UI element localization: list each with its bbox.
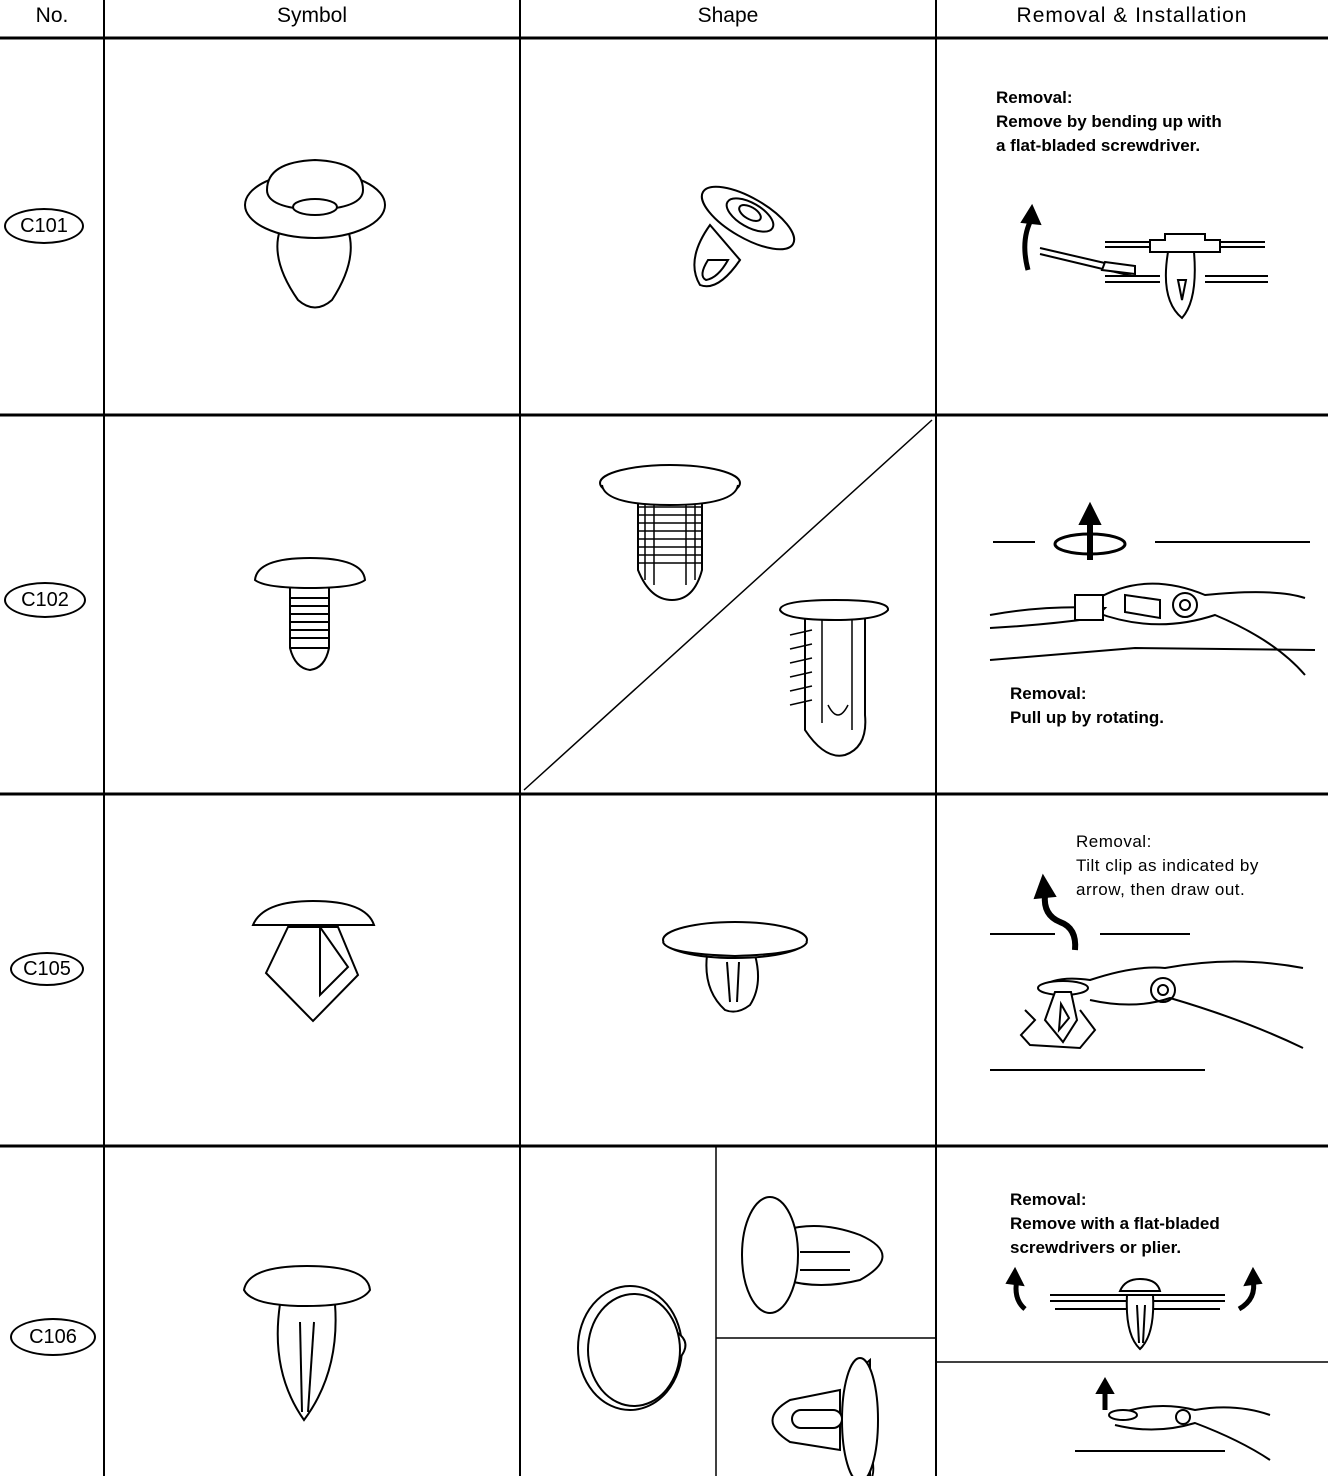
removal-text-line: Pull up by rotating. <box>1010 708 1164 727</box>
clip-c101-symbol-icon <box>230 150 400 320</box>
clip-c101-shape-icon <box>680 180 820 300</box>
pliers-tilt-removal-icon <box>985 870 1315 1080</box>
header-shape: Shape <box>697 4 759 27</box>
part-number-badge: C102 <box>4 582 86 618</box>
removal-title: Removal: <box>1076 832 1152 851</box>
removal-text-line: screwdrivers or plier. <box>1010 1238 1182 1257</box>
part-number-badge: C106 <box>10 1318 96 1356</box>
removal-note <box>996 86 1222 158</box>
removal-text-line: Remove with a flat-bladed <box>1010 1214 1220 1233</box>
removal-text-line: Tilt clip as indicated by <box>1076 856 1259 875</box>
part-number-badge: C105 <box>10 952 84 986</box>
removal-title: Removal: <box>996 88 1073 107</box>
header-symbol: Symbol <box>276 4 348 27</box>
clip-c102-symbol-icon <box>245 548 375 678</box>
removal-text-line: Remove by bending up with <box>996 112 1222 131</box>
pliers-rotate-removal-icon <box>985 500 1315 680</box>
header-removal: Removal & Installation <box>1016 4 1248 27</box>
removal-title: Removal: <box>1010 684 1087 703</box>
removal-text-line: arrow, then draw out. <box>1076 880 1246 899</box>
removal-text-line: a flat-bladed screwdriver. <box>996 136 1201 155</box>
screwdriver-bend-removal-icon <box>1010 200 1275 330</box>
clip-c106-shape-icon <box>570 1180 905 1470</box>
clip-c105-shape-icon <box>655 910 815 1020</box>
header-no: No. <box>35 4 69 27</box>
removal-title: Removal: <box>1010 1190 1087 1209</box>
clip-c106-symbol-icon <box>240 1262 375 1427</box>
removal-note <box>1010 682 1164 730</box>
part-number-badge: C101 <box>4 208 84 244</box>
screwdriver-and-pliers-removal-icon <box>995 1265 1275 1465</box>
removal-note <box>1010 1188 1220 1260</box>
clip-c102-shape-icon <box>590 455 900 765</box>
clip-c105-symbol-icon <box>248 895 383 1030</box>
